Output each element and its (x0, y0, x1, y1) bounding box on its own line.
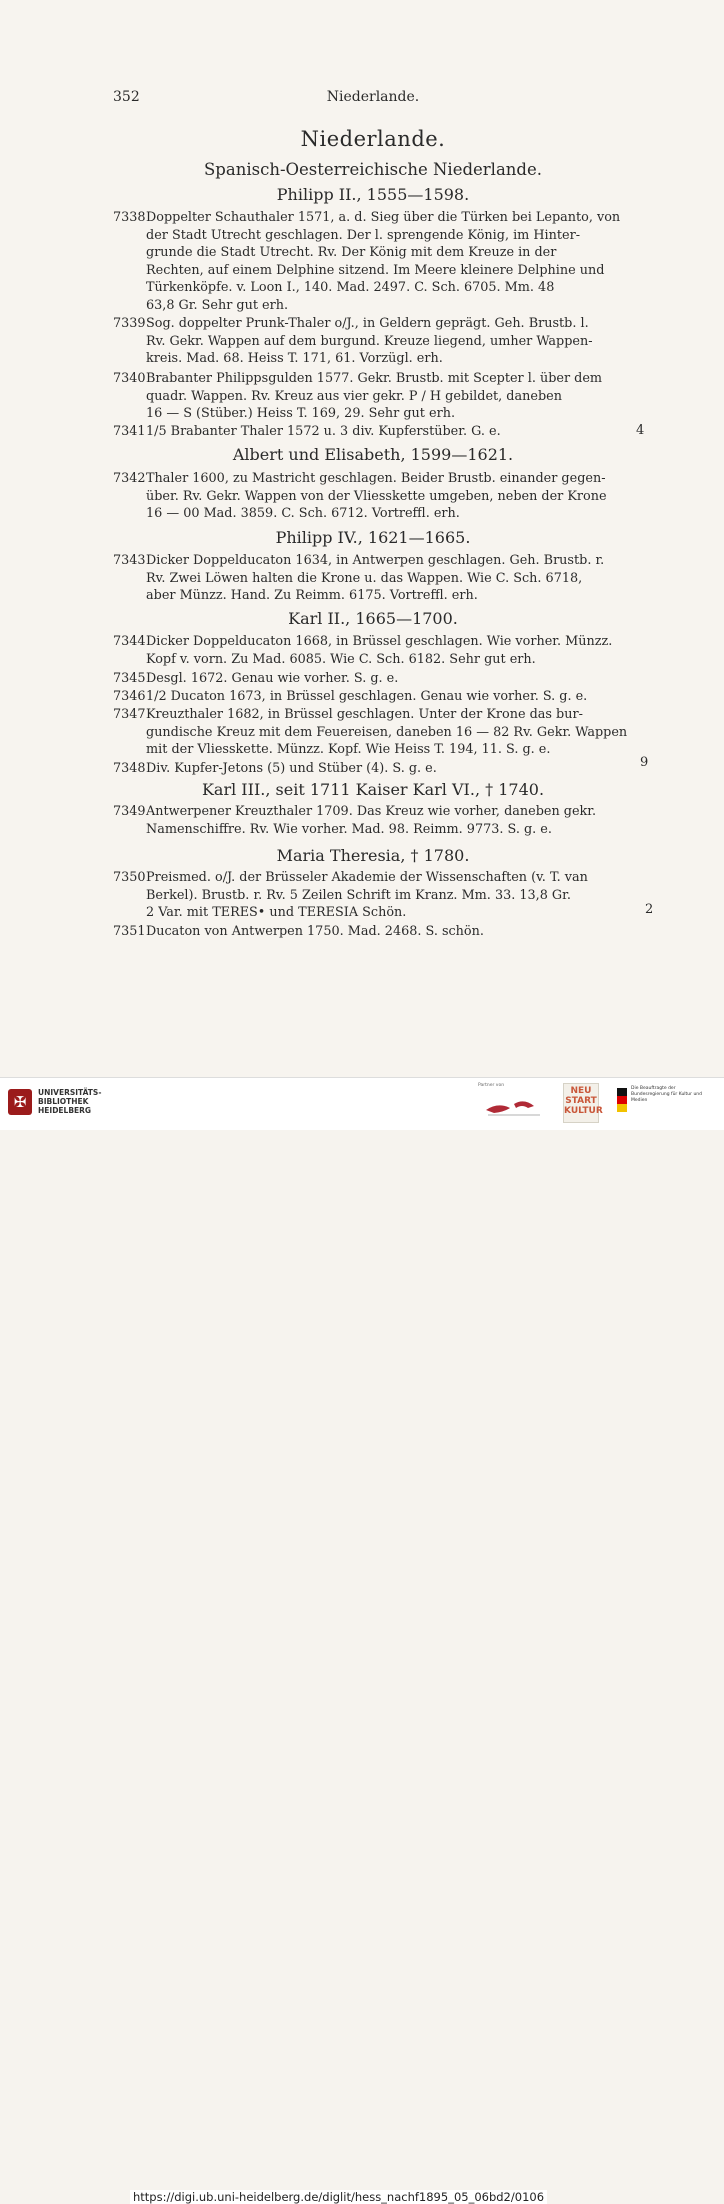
entry-line: 2 Var. mit TERES• und TERESIA Schön. (146, 905, 407, 921)
entry-number: 7342 (113, 471, 146, 486)
entry-line: 16 — 00 Mad. 3859. C. Sch. 6712. Vortreffl. erh. (146, 506, 460, 522)
section-heading: Albert und Elisabeth, 1599—1621. (232, 445, 514, 464)
entry-number: 7341 (113, 424, 146, 439)
partner-emblem-icon (484, 1096, 544, 1118)
entry-line: Rv. Gekr. Wappen auf dem burgund. Kreuze liegend, umher Wappen- (146, 333, 593, 349)
bkm-text: Die Beauftragte der Bundesregierung für Kultur und Medien (631, 1086, 703, 1103)
entry-line: Ducaton von Antwerpen 1750. Mad. 2468. S. schön. (146, 924, 484, 939)
entry-number: 7350 (113, 870, 146, 885)
entry-line: Berkel). Brustb. r. Rv. 5 Zeilen Schrift im Kranz. Mm. 33. 13,8 Gr. (146, 887, 571, 903)
entry-line: kreis. Mad. 68. Heiss T. 171, 61. Vorzügl. erh. (146, 351, 443, 367)
entry-line: Rechten, auf einem Delphine sitzend. Im Meere kleinere Delphine und (146, 262, 605, 278)
library-name-line: BIBLIOTHEK (38, 1097, 89, 1106)
library-name-line: UNIVERSITÄTS- (38, 1088, 102, 1097)
entry-line: Doppelter Schauthaler 1571, a. d. Sieg über die Türken bei Lepanto, von (146, 210, 621, 225)
entry-line: Dicker Doppelducaton 1668, in Brüssel geschlagen. Wie vorher. Münzz. (146, 634, 613, 649)
entry-line: Rv. Zwei Löwen halten die Krone u. das Wappen. Wie C. Sch. 6718, (146, 570, 583, 586)
library-seal-icon: ✠ (8, 1089, 32, 1115)
page-url[interactable]: https://digi.ub.uni-heidelberg.de/diglit/hess_nachf1895_05_06bd2/0106 (130, 2190, 547, 2204)
price-mark: 2 (645, 902, 654, 917)
entry-line: Dicker Doppelducaton 1634, in Antwerpen geschlagen. Geh. Brustb. r. (146, 553, 605, 568)
page-number: 352 (113, 89, 140, 105)
entry-line: Div. Kupfer-Jetons (5) und Stüber (4). S. g. e. (146, 761, 437, 776)
section-heading: Philipp IV., 1621—1665. (275, 528, 471, 547)
entry-number: 7351 (113, 924, 146, 939)
entry-line: Antwerpener Kreuzthaler 1709. Das Kreuz wie vorher, daneben gekr. (146, 804, 597, 819)
neustart-line: START (565, 1096, 597, 1106)
entry-line: Brabanter Philippsgulden 1577. Gekr. Brustb. mit Scepter l. über dem (146, 371, 603, 386)
entry-number: 7347 (113, 707, 146, 722)
entry-number: 7340 (113, 371, 146, 386)
entry-line: über. Rv. Gekr. Wappen von der Vliesskette umgeben, neben der Krone (146, 488, 607, 504)
price-mark: 4 (636, 423, 645, 438)
entry-line: Namenschiffre. Rv. Wie vorher. Mad. 98. Reimm. 9773. S. g. e. (146, 821, 552, 837)
entry-line: mit der Vliesskette. Münzz. Kopf. Wie Heiss T. 194, 11. S. g. e. (146, 742, 551, 758)
entry-line: Preismed. o/J. der Brüsseler Akademie der Wissenschaften (v. T. van (146, 870, 588, 885)
entry-line: Kreuzthaler 1682, in Brüssel geschlagen. Unter der Krone das bur- (146, 707, 583, 722)
bkm-logo[interactable] (617, 1086, 713, 1122)
price-mark: 9 (640, 755, 649, 770)
entry-line: aber Münzz. Hand. Zu Reimm. 6175. Vortreffl. erh. (146, 588, 478, 604)
entry-line: Kopf v. vorn. Zu Mad. 6085. Wie C. Sch. 6182. Sehr gut erh. (146, 651, 536, 667)
german-flag-icon (617, 1088, 627, 1112)
running-head: Niederlande. (326, 89, 420, 105)
entry-number: 7345 (113, 671, 146, 686)
neustart-kultur-logo[interactable] (563, 1083, 603, 1123)
entry-line: 1/2 Ducaton 1673, in Brüssel geschlagen. Genau wie vorher. S. g. e. (146, 689, 588, 704)
entry-number: 7338 (113, 210, 146, 225)
entry-number: 7339 (113, 316, 146, 331)
section-heading: Philipp II., 1555—1598. (276, 185, 470, 204)
page-subtitle: Spanisch-Oesterreichische Niederlande. (204, 160, 542, 179)
entry-line: Desgl. 1672. Genau wie vorher. S. g. e. (146, 671, 399, 686)
entry-line: der Stadt Utrecht geschlagen. Der l. sprengende König, im Hinter- (146, 227, 581, 243)
entry-line: 63,8 Gr. Sehr gut erh. (146, 297, 289, 313)
section-heading: Karl III., seit 1711 Kaiser Karl VI., † 1740. (201, 780, 545, 799)
library-name-line: HEIDELBERG (38, 1106, 92, 1115)
section-heading: Karl II., 1665—1700. (288, 609, 458, 628)
entry-line: Türkenköpfe. v. Loon I., 140. Mad. 2497. C. Sch. 6705. Mm. 48 (146, 280, 555, 296)
partner-label: Partner von (478, 1083, 505, 1088)
entry-line: quadr. Wappen. Rv. Kreuz aus vier gekr. P / H gebildet, daneben (146, 388, 562, 404)
entry-line: 1/5 Brabanter Thaler 1572 u. 3 div. Kupferstüber. G. e. (146, 424, 501, 439)
university-library-logo[interactable] (8, 1088, 101, 1115)
partner-logo[interactable] (478, 1083, 548, 1088)
entry-line: Thaler 1600, zu Mastricht geschlagen. Beider Brustb. einander gegen- (146, 471, 606, 486)
entry-number: 7344 (113, 634, 146, 649)
entry-line: Sog. doppelter Prunk-Thaler o/J., in Geldern geprägt. Geh. Brustb. l. (146, 316, 589, 331)
entry-line: grunde die Stadt Utrecht. Rv. Der König mit dem Kreuze in der (146, 245, 557, 261)
entry-line: gundische Kreuz mit dem Feuereisen, daneben 16 — 82 Rv. Gekr. Wappen (146, 724, 628, 740)
entry-number: 7348 (113, 761, 146, 776)
document-page (0, 0, 724, 1077)
entry-number: 7343 (113, 553, 146, 568)
entry-line: 16 — S (Stüber.) Heiss T. 169, 29. Sehr gut erh. (146, 406, 456, 422)
page-title: Niederlande. (300, 127, 446, 151)
section-heading: Maria Theresia, † 1780. (276, 846, 470, 865)
neustart-line: KULTUR (564, 1106, 603, 1116)
entry-number: 7346 (113, 689, 146, 704)
entry-number: 7349 (113, 804, 146, 819)
viewer-footer (0, 1077, 724, 2204)
neustart-line: NEU (570, 1086, 592, 1096)
